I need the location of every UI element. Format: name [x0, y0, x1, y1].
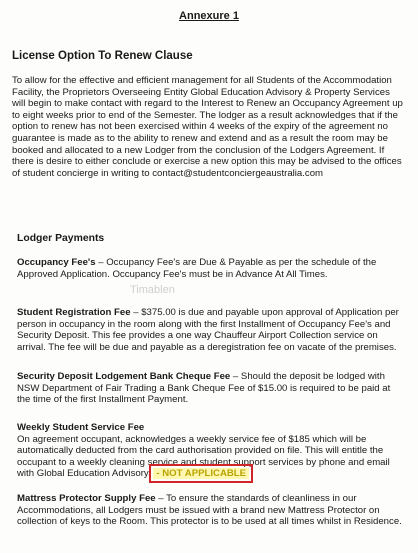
- watermark: Timablen: [130, 284, 175, 296]
- item-body: – To ensure the standards of cleanliness in our Accommodations, all Lodgers must be issued with a brand new Mattress Protector on collection of keys to the Room. This protector is to be used at all times whilst in Residence.: [17, 493, 402, 528]
- item-title: Mattress Protector Supply Fee: [17, 493, 156, 504]
- not-applicable-highlight: - NOT APPLICABLE: [153, 468, 249, 479]
- item-body: – Occupancy Fee's are Due & Payable as per the schedule of the Approved Application. Occupancy Fee's must be in Advance At All Times.: [17, 257, 377, 280]
- item-title: Security Deposit Lodgement Bank Cheque Fee: [17, 371, 231, 382]
- item-body: – Should the deposit be lodged with NSW Department of Fair Trading a Bank Cheque Fee of $15.00 is required to be paid at the time of the first Installment Payment.: [17, 371, 391, 406]
- mattress-fee-item: [17, 493, 404, 528]
- item-body: On agreement occupant, acknowledges a weekly service fee of $185 which will be automatically deducted from the card authorisation provided on file. This will entitle the occupant to a weekly cleaning service and student support services by phone and email with Global Education Advisory.: [17, 433, 390, 480]
- item-title: Occupancy Fee's: [17, 257, 96, 268]
- clause-heading: License Option To Renew Clause: [12, 50, 193, 62]
- annexure-title: Annexure 1: [179, 10, 239, 22]
- item-title: Student Registration Fee: [17, 307, 131, 318]
- bank-cheque-fee-item: [17, 371, 404, 406]
- lodger-payments-heading: Lodger Payments: [17, 233, 105, 244]
- weekly-service-fee-item: [17, 422, 404, 480]
- item-title: Weekly Student Service Fee: [17, 422, 145, 433]
- intro-paragraph: To allow for the effective and efficient management for all Students of the Accommodation Facility, the Proprietors Overseeing Entity Global Education Advisory & Property Services will begin to make contact with regard to the Interest to Renew an Occupancy Agreement up to eight weeks prior to end of the Semester. The lodger as a result acknowledges that if the option to renew has not been exercised within 4 weeks of the expiry of the agreement no guarantee is made as to the ability to renew and extend and as a result the room may be booked and allocated to a new Lodger from the conclusion of the Lodgers Agreement. If there is desire to either conclude or exercise a new option this may be advised to the offices of student concierge in writing to contact@studentconciergeaustralia.com: [12, 75, 403, 179]
- item-body: – $375.00 is due and payable upon approval of Application per person in occupancy in the room along with the first Installment of Occupancy Fee's and Security Deposit. This fee provides a one way Chauffeur Airport Collection service on arrival. The fee will be due and payable as a deregistration fee on vacate of the premises.: [17, 307, 399, 353]
- registration-fee-item: [17, 307, 404, 353]
- occupancy-fee-item: [17, 257, 404, 280]
